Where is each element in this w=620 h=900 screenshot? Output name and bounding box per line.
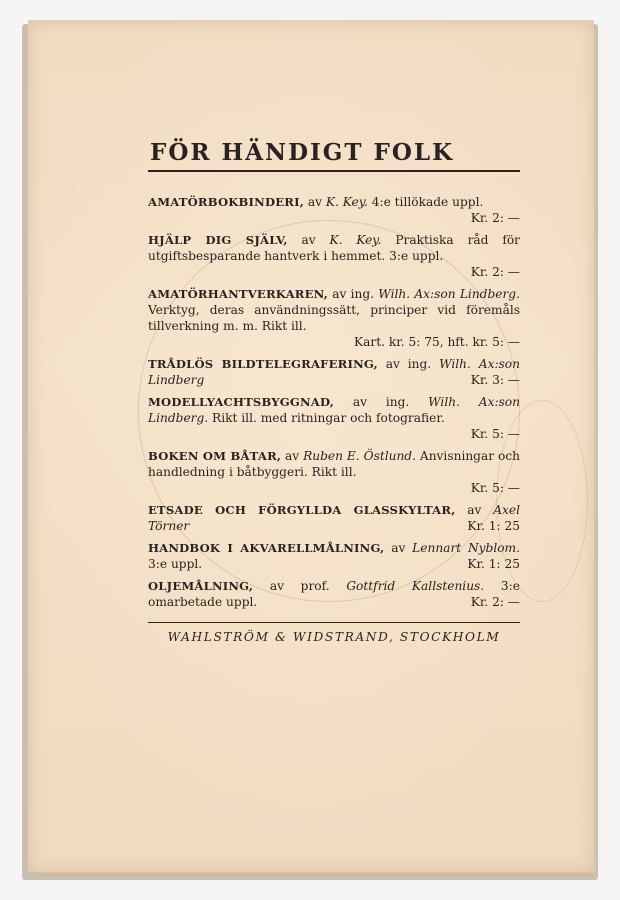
book-description: 3:e uppl. <box>148 557 203 571</box>
page-title: FÖR HÄNDIGT FOLK <box>150 139 455 166</box>
book-description: av ing. <box>334 395 429 409</box>
book-author: Lennart Nyblom. <box>412 541 520 555</box>
book-price: Kart. kr. 5: 75, hft. kr. 5: — <box>354 335 520 349</box>
book-list <box>148 194 520 610</box>
book-price: Kr. 2: — <box>470 211 520 225</box>
book-author: Wilh. Ax:son Lindberg. <box>378 287 520 301</box>
book-description: Praktiska råd för utgiftsbesparande hantverk i hemmet. 3:e uppl. <box>148 233 520 263</box>
book-author: K. Key. <box>329 233 382 247</box>
book-entry <box>148 232 520 280</box>
book-price: Kr. 2: — <box>470 595 520 609</box>
book-author: Gottfrid Kallstenius. <box>346 579 485 593</box>
book-entry <box>148 356 520 388</box>
book-description: av <box>303 195 326 209</box>
book-title: OLJEMÅLNING, <box>148 579 254 593</box>
book-author: Ruben E. Östlund. <box>303 449 416 463</box>
book-title: MODELLYACHTSBYGGNAD, <box>148 395 335 409</box>
book-entry <box>148 540 520 572</box>
bottom-rule <box>148 622 520 623</box>
book-description: Rikt ill. med ritningar och fotografier. <box>208 411 445 425</box>
book-description: av <box>281 449 304 463</box>
book-title: TRÅDLÖS BILDTELEGRAFERING, <box>148 357 378 371</box>
book-description: Anvisningar och handledning i båtbyggeri. Rikt ill. <box>148 449 520 479</box>
book-price: Kr. 5: — <box>470 427 520 441</box>
book-price: Kr. 1: 25 <box>467 519 520 533</box>
book-entry <box>148 578 520 610</box>
book-description: Verktyg, deras användningssätt, principer vid föremåls tillverkning m. m. Rikt ill. <box>148 303 520 333</box>
book-author: K. Key. <box>325 195 368 209</box>
catalog-page <box>148 138 520 644</box>
book-description: av <box>455 503 494 517</box>
book-description: av ing. <box>327 287 379 301</box>
book-price: Kr. 5: — <box>470 481 520 495</box>
book-author: Axel Törner <box>148 503 521 533</box>
book-description: av <box>384 541 413 555</box>
book-description: av prof. <box>253 579 347 593</box>
publisher-imprint: WAHLSTRÖM & WIDSTRAND, STOCKHOLM <box>167 630 501 644</box>
book-title: HJÄLP DIG SJÄLV, <box>148 233 288 247</box>
book-title: BOKEN OM BÅTAR, <box>148 449 282 463</box>
book-author: Wilh. Ax:son Lindberg. <box>148 395 520 425</box>
book-title: HANDBOK I AKVARELLMÅLNING, <box>148 541 385 555</box>
book-entry <box>148 502 520 534</box>
title-rule <box>148 170 520 172</box>
book-price: Kr. 2: — <box>470 265 520 279</box>
book-title: ETSADE OCH FÖRGYLLDA GLASSKYLTAR, <box>148 503 456 517</box>
book-description: av ing. <box>377 357 440 371</box>
book-description: 3:e omarbetade uppl. <box>148 579 520 609</box>
book-entry <box>148 286 520 350</box>
book-description: 4:e tillökade uppl. <box>367 195 484 209</box>
book-entry <box>148 194 520 226</box>
book-entry <box>148 394 520 442</box>
book-author: Wilh. Ax:son Lindberg <box>148 357 520 387</box>
book-entry <box>148 448 520 496</box>
book-title: AMATÖRHANTVERKAREN, <box>148 287 328 301</box>
book-title: AMATÖRBOKBINDERI, <box>148 195 304 209</box>
book-price: Kr. 1: 25 <box>467 557 520 571</box>
book-price: Kr. 3: — <box>470 373 520 387</box>
book-description: av <box>287 233 330 247</box>
